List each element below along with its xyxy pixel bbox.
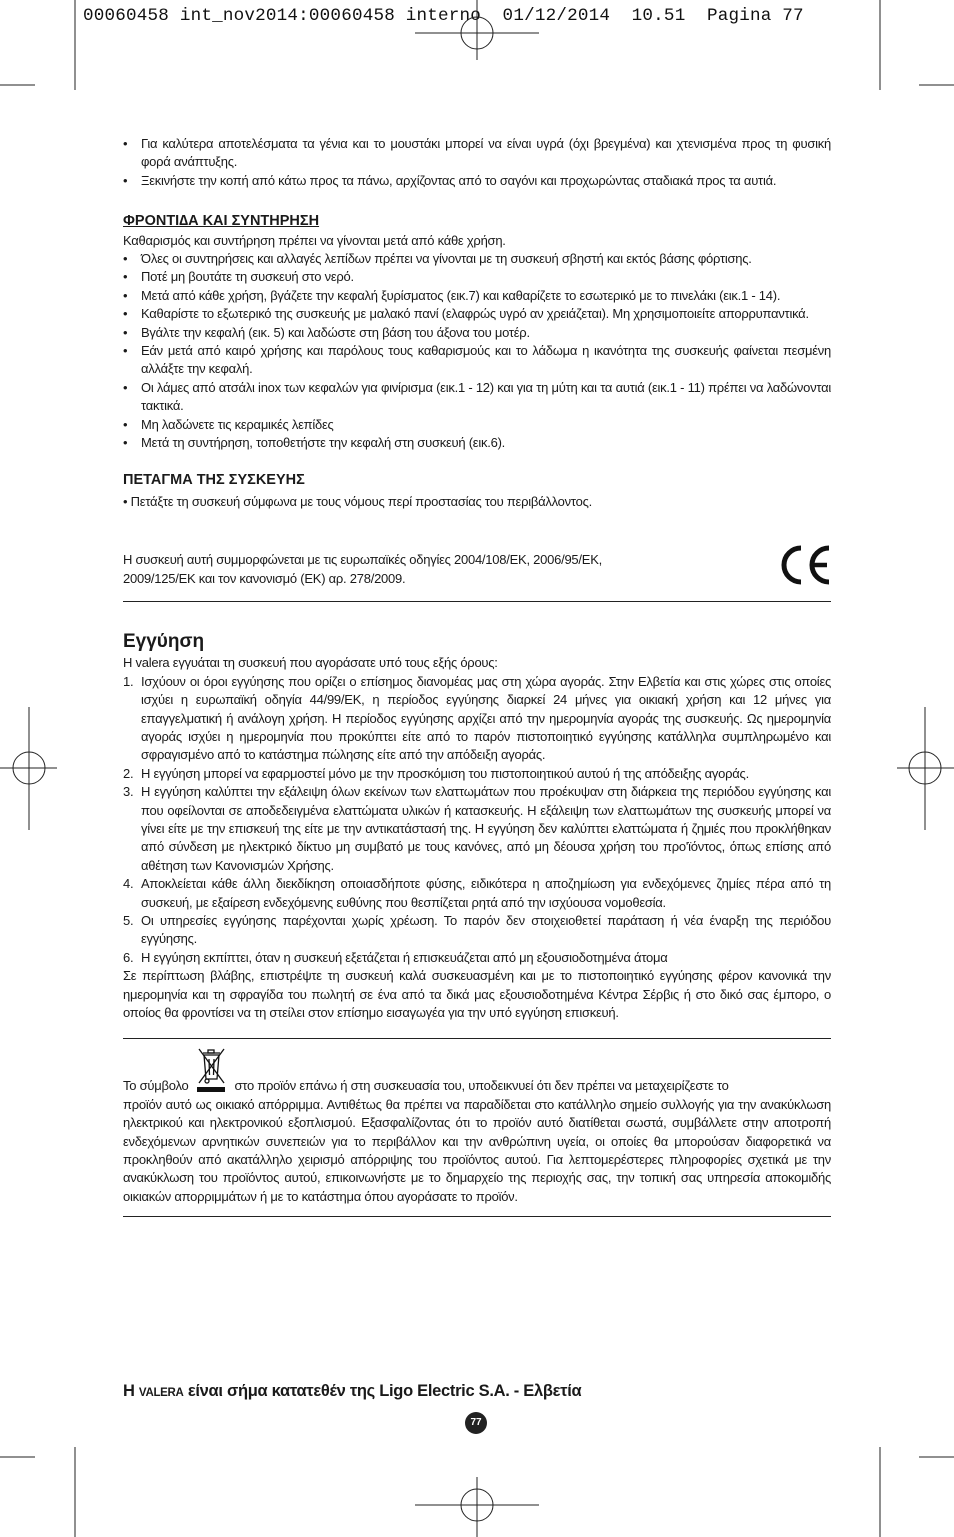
registration-mark-left [0,707,57,830]
warranty-intro: Η valera εγγυάται τη συσκευή που αγοράσατε υπό τους εξής όρους: [123,655,498,671]
registration-mark-right [897,707,954,830]
list-item: • Μετά τη συντήρηση, τοποθετήστε την κεφαλή στη συσκευή (εικ.6). [123,434,831,452]
item-text: Η εγγύηση μπορεί να εφαρμοστεί μόνο με την προσκόμιση του πιστοποιητικού αυτού ή της απόδειξης αγοράς. [141,765,749,781]
footer-prefix: Η [123,1382,135,1400]
registration-mark-top [415,0,539,60]
list-item [123,949,831,967]
list-item: • Οι λάμες από ατσάλι inox των κεφαλών για φινίρισμα (εικ.1 - 12) και για τη μύτη και τα αυτιά (εικ.1 - 11) πρέπει να λαδώνονται τακτικά. [123,379,831,416]
weee-body: προϊόν αυτό ως οικιακό απόρριμμα. Αντιθέτως θα πρέπει να παραδίδεται στο κατάλληλο σημείο συλλογής για την ανακύκλωση ηλεκτρικού και ηλεκτρονικού εξοπλισμού. Εξασφαλίζοντας ότι το προϊόν αυτό διατίθεται σωστά, συμβάλλετε στην αποτροπή ενδεχόμενων αρνητικών συνεπειών για το περιβάλλον και την ανθρώπινη υγεία, οι οποίες θα μπορούσαν διαφορετικά να προκληθούν από ακατάλληλο χειρισμό απόρριψης του προϊόντος αυτού. Για λεπτομερέστερες πληροφορίες σχετικά με την ανακύκλωση του προϊόντος αυτού, επικοινωνήστε με το δημαρχείο της περιοχής σας, την τοπική σας υπηρεσία αποκομιδής οικιακών απορριμμάτων ή με το κατάστημα όπου αγοράσατε το προϊόν. [123,1096,831,1204]
item-number: 3. [123,784,134,800]
care-intro: Καθαρισμός και συντήρηση πρέπει να γίνονται μετά από κάθε χρήση. [123,232,506,248]
care-list [123,250,831,452]
weee-notice [123,1038,831,1217]
item-text: Αποκλείεται κάθε άλλη διεκδίκηση οποιασδήποτε φύσης, ειδικότερα η αποζημίωση για ενδεχόμενες ζημίες πέρα από τη συσκευή, με εξαίρεση ενδεχόμενης ευθύνης που θεσπίζεται ρητά από την ισχύουσα νομοθεσία. [141,876,831,910]
care-heading: ΦΡΟΝΤΙ∆Α ΚΑΙ ΣΥΝΤΗΡΗΣΗ [123,213,320,230]
page-content [123,135,831,1217]
list-item [123,875,831,912]
item-text: Η εγγύηση καλύπτει την εξάλειψη όλων εκείνων των ελαττωμάτων που προέκυψαν στη διάρκεια της περιόδου εγγύησης και που οφείλονται σε αποδεδειγμένα ελαττώματα υλικών ή κατασκευής. Η εξάλειψη των ελαττωμάτων της συσκευής μπορεί να γίνει είτε με την επισκευή της είτε με την αντικατάστασή της. Η εγγύηση δεν καλύπτει ελαττώματα ή ζημιές που προκλήθηκαν από σύνδεση με ηλεκτρικό δίκτυο μη συμβατό με τους κανόνες, από μη δέουσα χρήση του προ'ϊόντος, όπως επίσης από αθέτηση των Κανονισμών Χρήσης. [141,784,831,873]
item-number: 4. [123,876,134,892]
list-item: • Εάν μετά από καιρό χρήσης και παρόλους τους καθαρισμούς και το λάδωμα η ικανότητα της συσκευής φαίνεται πεσμένη αλλάξτε την κεφαλή. [123,342,831,379]
item-number: 5. [123,913,134,928]
page-number-badge: 77 [465,1412,487,1434]
list-item: • Μη λαδώνετε τις κεραμικές λεπίδες [123,416,831,434]
warranty-closing: Σε περίπτωση βλάβης, επιστρέψτε τη συσκευή καλά συσκευασμένη και με το πιστοποιητικό εγγύησης φέρον κανονικά την ημερομηνία και τη σφραγίδα του πωλητή σε ένα από τα δικά μας εξουσιοδοτημένα Κέντρα Σέρβις ή στο δικό σας έμπορο, ο οποίος θα φροντίσει να τη στείλει στον επίσημο εισαγωγέα για την υπό εγγύηση επισκευή. [123,968,831,1021]
disposal-heading: ΠΕΤΑΓΜΑ ΤΗΣ ΣΥΣΚΕΥΗΣ [123,471,305,488]
compliance-block [123,551,831,602]
warranty-terms-list [123,673,831,968]
item-number: 2. [123,765,134,781]
item-number: 1. [123,673,134,689]
list-item [123,673,831,765]
compliance-line-2: 2009/125/ΕΚ και τον κανονισμό (ΕΚ) αρ. 278/2009. [123,570,406,586]
list-item: • Ποτέ μη βουτάτε τη συσκευή στο νερό. [123,268,831,286]
brand-name: VALERA [138,1387,184,1399]
crossed-bin-icon [194,1047,228,1093]
list-item: • Όλες οι συντηρήσεις και αλλαγές λεπίδων πρέπει να γίνονται με τη συσκευή σβηστή και εκτός βάσης φόρτισης. [123,250,831,268]
list-item: • Ξεκινήστε την κοπή από κάτω προς τα πάνω, αρχίζοντας από το σαγόνι και προχωρώντας σταδιακά προς τα αυτιά. [123,172,831,190]
list-item [123,783,831,875]
weee-suffix: στο προϊόν επάνω ή στη συσκευασία του, υποδεικνυεί ότι δεν πρέπει να μεταχειρίζεστε το [234,1078,729,1094]
trademark-footer [123,1382,581,1401]
compliance-line-1: Η συσκευή αυτή συμμορφώνεται με τις ευρωπαϊκές οδηγίες 2004/108/ΕΚ, 2006/95/ΕΚ, [123,552,602,568]
ce-mark-icon [777,545,831,585]
list-item: • Καθαρίστε το εξωτερικό της συσκευής με μαλακό πανί (ελαφρώς υγρό αν χρειάζεται). Μη χρησιμοποιείτε απορρυπαντικά. [123,305,831,323]
disposal-text: • Πετάξτε τη συσκευή σύμφωνα με τους νόμους περί προστασίας του περιβάλλοντος. [123,493,592,509]
warranty-heading: Εγγύηση [123,631,205,653]
item-text: Η εγγύηση εκπίπτει, όταν η συσκευή εξετάζεται ή επισκευάζεται από μη εξουσιοδοτημένα άτομα [141,949,668,965]
weee-prefix: Το σύμβολο [123,1078,189,1094]
list-item: • Βγάλτε την κεφαλή (εικ. 5) και λαδώστε στη βάση του άξονα του μοτέρ. [123,324,831,342]
list-item [123,765,831,783]
item-text: Οι υπηρεσίες εγγύησης παρέχονται χωρίς χρέωση. Το παρόν δεν στοιχειοθετεί παράταση ή νέα έναρξη της περιόδου εγγύησης. [141,913,831,947]
item-number: 6. [123,949,134,965]
list-item [123,912,831,949]
registration-mark-bottom [415,1477,539,1537]
list-item: • Μετά από κάθε χρήση, βγάζετε την κεφαλή ξυρίσματος (εικ.7) και καθαρίζετε το εσωτερικό με το πινελάκι (εικ.1 - 14). [123,287,831,305]
item-text: Ισχύουν οι όροι εγγύησης που ορίζει ο επίσημος διανομέας μας στη χώρα αγοράς. Στην Ελβετία και στις χώρες στις οποίες ισχύει η ευρωπαϊκή οδηγία 44/99/ΕΚ, η περίοδος εγγύησης διαρκεί 24 μήνες για οικιακή χρήση και 12 μήνες για επαγγελματική ή ανάλογη χρήση. Η περίοδος εγγύησης αρχίζει από την ημερομηνία αγοράς της συσκευής. Ως ημερομηνία αγοράς ισχύει η ημερομηνία που προκύπτει είτε από το παρόν πιστοποιητικό εγγύησης κατάλληλα συμπληρωμένο και σφραγισμένο από το κατάστημα πώλησης είτε από την απόδειξη αγοράς. [141,673,831,763]
intro-tips-list [123,135,831,190]
list-item: • Για καλύτερα αποτελέσματα τα γένια και το μουστάκι μπορεί να είναι υγρά (όχι βρεγμένα) και χτενισμένα προς τη φυσική φορά ανάπτυξης. [123,135,831,172]
footer-text: είναι σήμα κατατεθέν της Ligo Electric S.A. - Ελβετία [187,1382,582,1400]
print-slug: 00060458 int_nov2014:00060458 interno 01/12/2014 10.51 Pagina 77 [83,6,804,26]
